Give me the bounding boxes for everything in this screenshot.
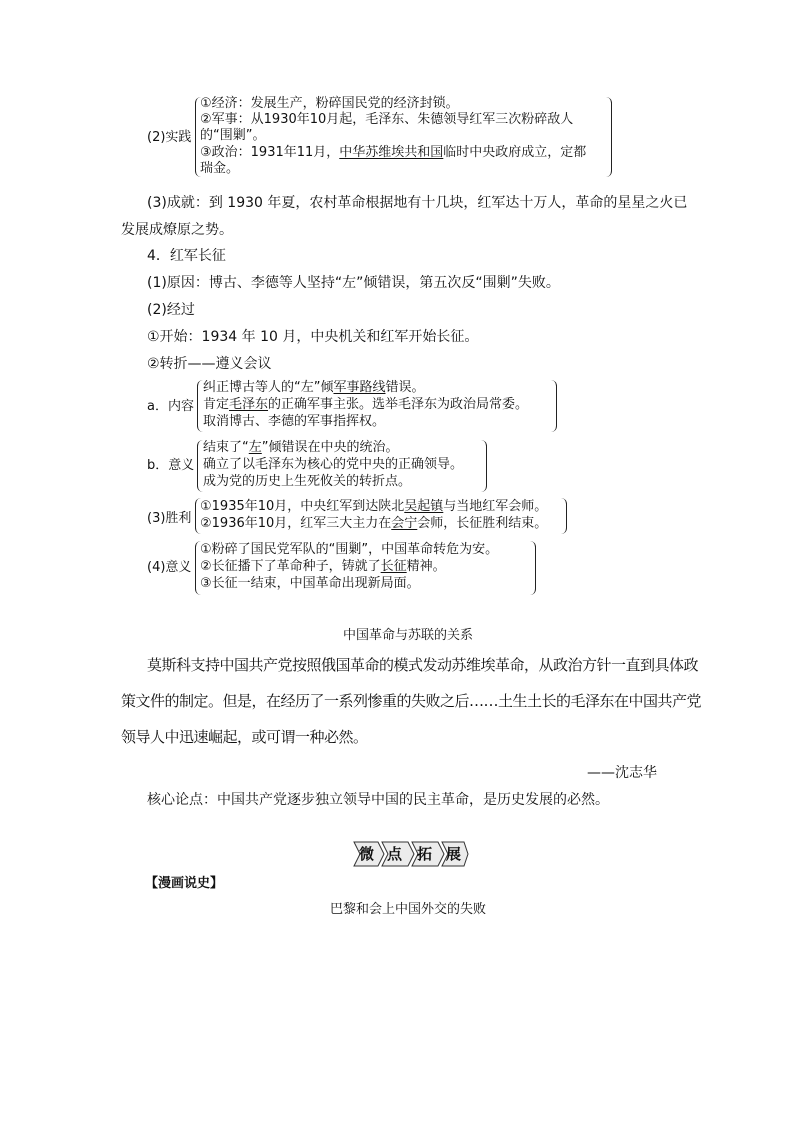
significance-label: (4)意义 (147, 560, 192, 575)
text: 纠正博古等人的“左”倾 (203, 380, 334, 395)
text: 结束了“ (203, 440, 249, 455)
underlined-term: 中华苏维埃共和国 (339, 145, 444, 160)
significance-item-2 (200, 560, 446, 573)
zunyi-content-label: a．内容 (147, 399, 194, 414)
underlined-term: 左 (248, 440, 262, 455)
section-label: 【漫画说史】 (145, 876, 224, 891)
longmarch-start: ①开始：1934 年 10 月，中央机关和红军开始长征。 (147, 329, 479, 345)
significance-item-3: ③长征一结束，中国革命出现新局面。 (200, 576, 420, 591)
reading-title: 中国革命与苏联的关系 (343, 628, 474, 643)
underlined-term: 长征 (380, 559, 407, 574)
longmarch-turn: ②转折——遵义会议 (147, 356, 272, 372)
practice-label: (2)实践 (147, 130, 192, 145)
ribbon-char: 拓 (417, 845, 433, 863)
practice-item-economy: ①经济：发展生产，粉碎国民党的经济封锁。 (200, 96, 459, 111)
victory-item-1 (200, 500, 547, 513)
zunyi-meaning-2: 确立了以毛泽东为核心的党中央的正确领导。 (203, 457, 464, 472)
right-brace (480, 440, 487, 492)
result-line-2: 发展成燎原之势。 (121, 222, 233, 238)
zunyi-meaning-label: b．意义 (147, 458, 195, 473)
text: ①1935年10月，中央红军到达陕北 (200, 499, 405, 514)
right-brace (529, 541, 536, 595)
text: 错误。 (385, 380, 425, 395)
text: 会师，长征胜利结束。 (417, 516, 548, 531)
text: ”倾错误在中央的统治。 (261, 440, 399, 455)
text: 精神。 (406, 559, 446, 574)
text: 的正确军事主张。选举毛泽东为政治局常委。 (268, 397, 529, 412)
underlined-term: 吴起镇 (404, 499, 444, 514)
underlined-term: 毛泽东 (229, 397, 269, 412)
underlined-term: 会宁 (391, 516, 418, 531)
right-brace (550, 380, 557, 432)
zunyi-meaning-1 (203, 441, 399, 454)
reading-paragraph-line-3: 领导人中迅速崛起，或可谓一种必然。 (121, 728, 368, 746)
zunyi-meaning-3: 成为党的历史上生死攸关的转折点。 (203, 474, 412, 489)
text: 与当地红军会师。 (443, 499, 548, 514)
right-brace (560, 498, 567, 534)
practice-item-military-1: ②军事：从1930年10月起，毛泽东、朱德领导红军三次粉碎敌人 (200, 112, 574, 127)
text: ②长征播下了革命种子，铸就了 (200, 559, 381, 574)
victory-item-2 (200, 517, 547, 530)
reading-paragraph-line-2: 策文件的制定。但是，在经历了一系列惨重的失败之后……土生土长的毛泽东在中国共产党 (121, 692, 702, 710)
right-brace (605, 97, 612, 177)
practice-item-politics-2: 瑞金。 (200, 161, 240, 176)
zunyi-content-3: 取消博古、李德的军事指挥权。 (203, 414, 386, 429)
text: ②1936年10月，红军三大主力在 (200, 516, 392, 531)
practice-item-politics-1 (200, 146, 586, 159)
ribbon-char: 展 (446, 845, 462, 863)
underlined-term: 军事路线 (333, 380, 386, 395)
ribbon-char: 点 (387, 845, 403, 863)
section-heading: 4．红军长征 (147, 248, 226, 264)
cartoon-subtitle: 巴黎和会上中国外交的失败 (330, 902, 487, 917)
ribbon-char: 微 (359, 845, 375, 863)
zunyi-content-1 (203, 381, 425, 394)
text: 临时中央政府成立，定都 (443, 145, 587, 160)
text: ③政治：1931年11月， (200, 145, 340, 160)
reading-author: ——沈志华 (587, 765, 657, 781)
core-argument: 核心论点：中国共产党逐步独立领导中国的民主革命，是历史发展的必然。 (147, 792, 609, 808)
victory-label: (3)胜利 (147, 511, 192, 526)
longmarch-process: (2)经过 (147, 302, 195, 318)
zunyi-content-2 (203, 398, 528, 411)
longmarch-cause: (1)原因：博古、李德等人坚持“左”倾错误，第五次反“围剿”失败。 (147, 275, 560, 291)
reading-paragraph-line-1: 莫斯科支持中国共产党按照俄国革命的模式发动苏维埃革命，从政治方针一直到具体政 (147, 656, 699, 674)
text: 肯定 (203, 397, 230, 412)
result-line-1: (3)成就：到 1930 年夏，农村革命根据地有十几块，红军达十万人，革命的星星之火已 (147, 195, 688, 211)
significance-item-1: ①粉碎了国民党军队的“围剿”，中国革命转危为安。 (200, 542, 499, 557)
practice-item-military-2: 的“围剿”。 (200, 128, 266, 143)
